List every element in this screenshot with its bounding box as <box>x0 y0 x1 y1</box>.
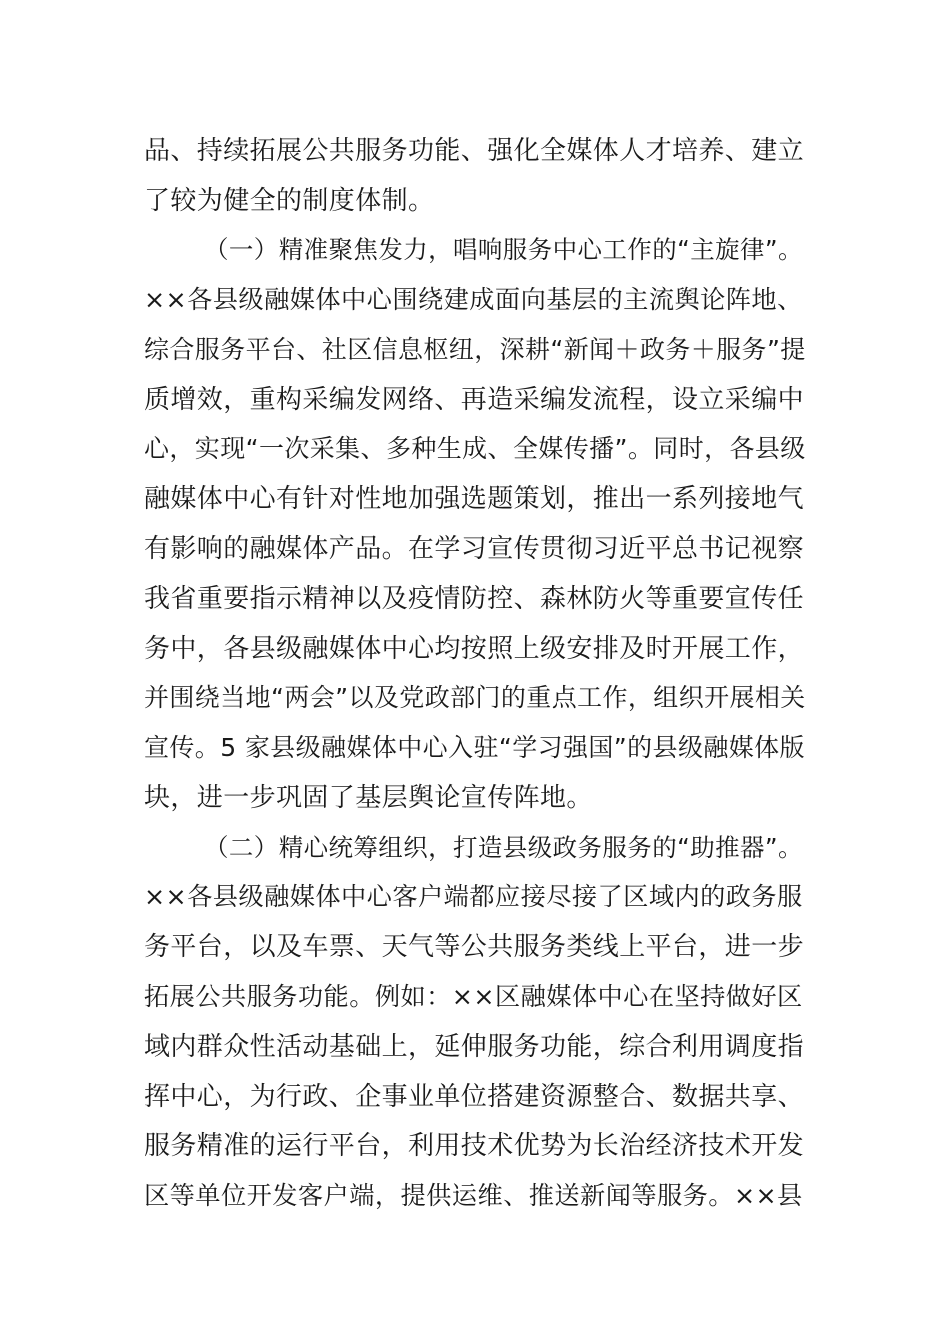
text-line-8: 融媒体中心有针对性地加强选题策划，推出一系列接地气 <box>144 484 805 514</box>
text-line-20: 挥中心，为行政、企事业单位搭建资源整合、数据共享、 <box>144 1082 805 1112</box>
text-line-14: 块，进一步巩固了基层舆论宣传阵地。 <box>144 783 593 813</box>
text-line-12: 并围绕当地“两会”以及党政部门的重点工作，组织开展相关 <box>144 683 806 712</box>
section-heading-1: （一）精准聚焦发力，唱响服务中心工作的“主旋律”。 <box>204 235 803 264</box>
text-line-16: ××各县级融媒体中心客户端都应接尽接了区域内的政务服 <box>144 882 803 911</box>
text-line-13: 宣传。5 家县级融媒体中心入驻“学习强国”的县级融媒体版 <box>144 733 805 762</box>
text-line-11: 务中，各县级融媒体中心均按照上级安排及时开展工作， <box>144 634 805 664</box>
text-line-10: 我省重要指示精神以及疫情防控、森林防火等重要宣传任 <box>144 584 805 614</box>
text-line-19: 域内群众性活动基础上，延伸服务功能，综合利用调度指 <box>144 1032 805 1062</box>
text-line-7: 心，实现“一次采集、多种生成、全媒传播”。同时，各县级 <box>144 434 806 463</box>
text-line-9: 有影响的融媒体产品。在学习宣传贯彻习近平总书记视察 <box>144 534 805 564</box>
text-line-18: 拓展公共服务功能。例如：××区融媒体中心在坚持做好区 <box>144 982 803 1011</box>
text-line-6: 质增效，重构采编发网络、再造采编发流程，设立采编中 <box>144 385 805 415</box>
text-line-1: 品、持续拓展公共服务功能、强化全媒体人才培养、建立 <box>144 136 805 166</box>
text-line-21: 服务精准的运行平台，利用技术优势为长治经济技术开发 <box>144 1131 805 1161</box>
section-heading-2: （二）精心统筹组织，打造县级政务服务的“助推器”。 <box>204 833 803 862</box>
text-line-17: 务平台，以及车票、天气等公共服务类线上平台，进一步 <box>144 932 805 962</box>
text-line-22: 区等单位开发客户端，提供运维、推送新闻等服务。××县 <box>144 1181 803 1210</box>
text-line-5: 综合服务平台、社区信息枢纽，深耕“新闻＋政务＋服务”提 <box>144 335 806 364</box>
text-line-4: ××各县级融媒体中心围绕建成面向基层的主流舆论阵地、 <box>144 285 803 314</box>
text-line-2: 了较为健全的制度体制。 <box>144 186 435 216</box>
